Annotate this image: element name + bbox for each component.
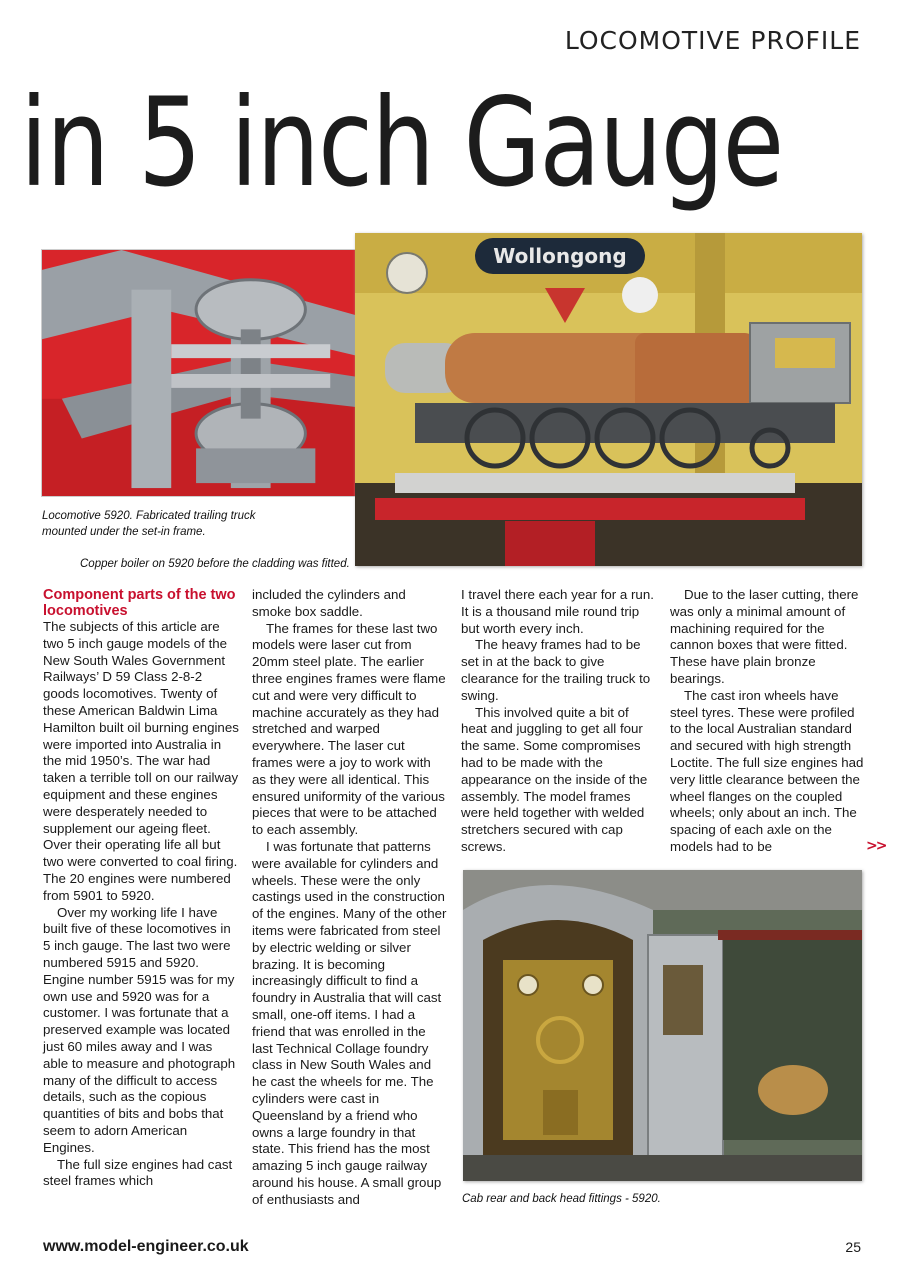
paragraph: This involved quite a bit of heat and juggling to get all four the same. Some compromises had to be made with the appearance on the inside of the assembly. The model frames were held together with welded stretchers secured with cap screws. [461, 704, 648, 854]
paragraph: Over my working life I have built five of these locomotives in 5 inch gauge. The last two were numbered 5915 and 5920. Engine number 5915 was for my own use and 5920 was for a customer. I was fortunate that a preserved example was located just 60 miles away and I was able to measure and photograph many of the difficult to access details, such as the copious quantities of bits and bobs that seem to adorn American Engines. [43, 904, 236, 1155]
paragraph: The subjects of this article are two 5 inch gauge models of the New South Wales Government Railways’ D 59 Class 2-8-2 goods locomotives. Twenty of these American Baldwin Lima Hamilton built oil burning engines were imported into Australia in the mid 1950’s. The war had taken a terrible toll on our railway equipment and these engines were desperately needed to supplement our ageing fleet. Over their operating life all but two were converted to coal firing. The 20 engines were numbered from 5901 to 5920. [43, 619, 239, 903]
caption-trailing-truck: Locomotive 5920. Fabricated trailing truck mounted under the set-in frame. [42, 510, 256, 538]
caption-cab: Cab rear and back head fittings - 5920. [462, 1193, 661, 1205]
page-title: in 5 inch Gauge [20, 72, 783, 214]
article-column-1 [43, 587, 239, 1190]
footer-url[interactable]: www.model-engineer.co.uk [43, 1238, 249, 1255]
continue-arrow-icon: >> [866, 838, 886, 854]
paragraph: Due to the laser cutting, there was only a minimal amount of machining required for the cannon boxes that were fitted. These have plain bronze bearings. [670, 587, 859, 686]
section-subheading: Component parts of the two locomotives [43, 587, 236, 619]
paragraph: The cast iron wheels have steel tyres. These were profiled to the local Australian standard and secured with high strength Loctite. The full size engines had very little clearance between the wheel flanges on the coupled wheels; only about an inch. The spacing of each axle on the models had to be [670, 687, 864, 854]
copper-boiler-photo [355, 233, 862, 566]
section-label: LOCOMOTIVE PROFILE [564, 26, 861, 55]
paragraph: The heavy frames had to be set in at the back to give clearance for the trailing truck to swing. [461, 637, 651, 703]
trailing-truck-photo [41, 249, 372, 497]
wollongong-sign: Wollongong [493, 244, 627, 268]
caption-copper-boiler: Copper boiler on 5920 before the cladding was fitted. [80, 558, 350, 570]
article-column-3 [461, 587, 657, 856]
paragraph: The frames for these last two models were laser cut from 20mm steel plate. The earlier three engines frames were flame cut and were very difficult to machine accurately as they had stretched and warped everywhere. The laser cut frames were a joy to work with as they were all identical. This ensured uniformity of the various pieces that were to be attached to each assembly. [252, 620, 446, 838]
article-column-4 [670, 587, 866, 856]
paragraph: The full size engines had cast steel frames which [43, 1156, 233, 1189]
page-number: 25 [845, 1239, 861, 1255]
paragraph: included the cylinders and smoke box saddle. [252, 587, 406, 619]
paragraph: I was fortunate that patterns were available for cylinders and wheels. These were the only castings used in the construction of the engines. Many of the other items were fabricated from steel by electric welding or silver brazing. It is becoming increasingly difficult to find a foundry in Australia that will cast small, one-off items. I had a friend that was enrolled in the last Technical Collage foundry class in New South Wales and he cast the wheels for me. The cylinders were cast in Queensland by a friend who owns a large foundry in that state. This friend has the most amazing 5 inch gauge railway around his house. A small group of enthusiasts and [252, 838, 447, 1207]
article-column-2 [252, 587, 448, 1208]
paragraph: I travel there each year for a run. It is a thousand mile round trip but worth every inch. [461, 587, 654, 636]
cab-backhead-photo [463, 870, 862, 1181]
